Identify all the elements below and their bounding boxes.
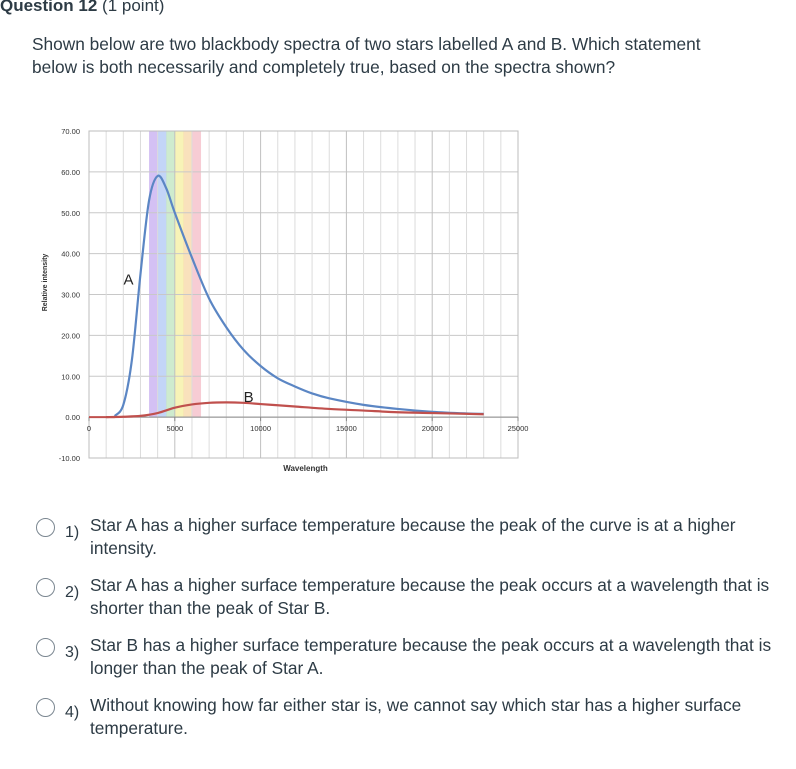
- y-tick-label: 20.00: [61, 331, 80, 341]
- y-tick-label: 60.00: [61, 167, 80, 177]
- radio-button[interactable]: [36, 518, 55, 537]
- option-text: Star B has a higher surface temperature because the peak occurs at a wavelength that is longer than the peak of Star A.: [90, 635, 772, 678]
- x-tick-label: 10000: [250, 424, 272, 434]
- question-title: Question 12: [0, 0, 98, 15]
- visible-band-stripe: [166, 131, 175, 417]
- question-header: [0, 0, 164, 16]
- radio-button[interactable]: [36, 578, 55, 597]
- visible-band-stripe: [175, 131, 184, 417]
- x-tick-label: 5000: [166, 424, 184, 434]
- y-tick-label: 10.00: [61, 372, 80, 382]
- option-text: Star A has a higher surface temperature because the peak occurs at a wavelength that is shorter than the peak of Star B.: [90, 575, 770, 618]
- visible-band-stripe: [183, 131, 192, 417]
- option-number: 4): [65, 704, 80, 721]
- option-number: 2): [65, 584, 80, 601]
- option-number: 1): [65, 524, 80, 541]
- visible-band-stripe: [149, 131, 158, 417]
- option-number: 3): [65, 644, 80, 661]
- y-tick-label: 70.00: [61, 127, 80, 136]
- y-axis-label: Relative intensity: [42, 253, 49, 312]
- y-tick-label: 0.00: [65, 413, 80, 423]
- x-tick-label: 20000: [421, 424, 443, 434]
- question-points: (1 point): [102, 0, 165, 15]
- visible-band-stripe: [158, 131, 167, 417]
- x-tick-label: 0: [86, 424, 92, 434]
- y-tick-label: -10.00: [58, 454, 80, 463]
- radio-button[interactable]: [36, 698, 55, 717]
- x-tick-label: 25000: [507, 424, 529, 434]
- blackbody-spectra-chart: [36, 118, 536, 490]
- option-text: Without knowing how far either star is, we cannot say which star has a higher surface temperature.: [90, 695, 742, 738]
- y-tick-label: 40.00: [61, 249, 80, 259]
- x-axis-label: Wavelength: [283, 464, 328, 473]
- option-text: Star A has a higher surface temperature because the peak of the curve is at a higher intensity.: [90, 515, 736, 558]
- annotation-a: A: [123, 271, 134, 289]
- y-tick-label: 50.00: [61, 208, 80, 218]
- radio-button[interactable]: [36, 638, 55, 657]
- y-tick-label: 30.00: [61, 290, 80, 300]
- x-tick-label: 15000: [335, 424, 357, 434]
- question-text: Shown below are two blackbody spectra of two stars labelled A and B. Which statement below is both necessarily and completely true, based on the spectra shown?: [32, 34, 701, 77]
- annotation-b: B: [243, 389, 254, 407]
